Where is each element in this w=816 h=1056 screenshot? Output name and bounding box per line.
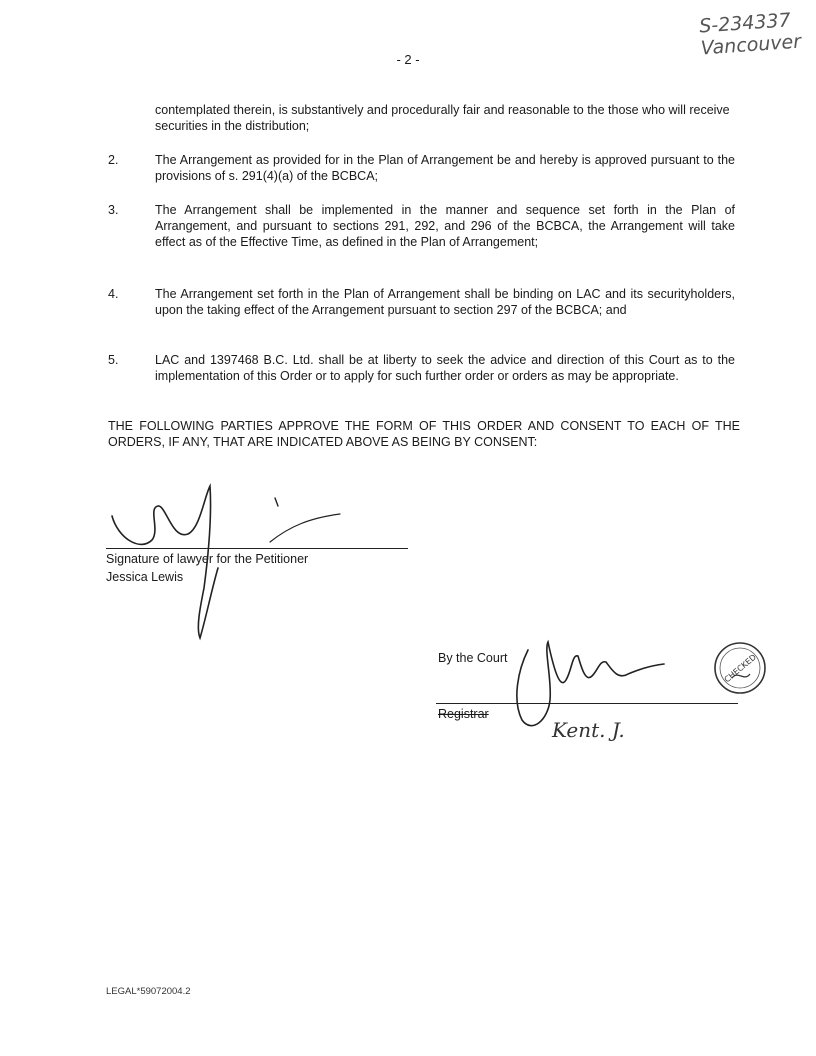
item-number-5: 5. <box>108 353 119 367</box>
item-number-3: 3. <box>108 203 119 217</box>
handwritten-registry: Vancouver <box>700 30 802 60</box>
svg-text:CHECKED: CHECKED <box>722 652 759 685</box>
registrar-label: Registrar <box>438 707 489 721</box>
lawyer-signature-label: Signature of lawyer for the Petitioner <box>106 552 309 566</box>
lawyer-signature-line <box>106 548 408 549</box>
lawyer-name: Jessica Lewis <box>106 570 184 584</box>
checked-stamp-icon <box>712 640 768 696</box>
item-text-4: The Arrangement set forth in the Plan of Arrangement shall be binding on LAC and its securityholders, upon the taking effect of the Arrangement pursuant to section 297 of the BCBCA; and <box>155 287 735 317</box>
continuation-paragraph: contemplated therein, is substantively and procedurally fair and reasonable to the those who will receive securities in the distribution; <box>155 103 730 133</box>
item-number-4: 4. <box>108 287 119 301</box>
checked-stamp <box>712 640 768 696</box>
item-number-2: 2. <box>108 153 119 167</box>
consent-statement: THE FOLLOWING PARTIES APPROVE THE FORM OF THIS ORDER AND CONSENT TO EACH OF THE ORDERS, IF ANY, THAT ARE INDICATED ABOVE AS BEING BY CONSENT: <box>108 419 740 449</box>
handwritten-file-no: S-234337 <box>698 9 792 38</box>
judge-handwritten-name: Kent. J. <box>552 718 625 742</box>
item-text-2: The Arrangement as provided for in the Plan of Arrangement be and hereby is approved pursuant to the provisions of s. 291(4)(a) of the BCBCA; <box>155 153 735 183</box>
registrar-signature-line <box>436 703 738 704</box>
by-the-court-label: By the Court <box>438 651 508 665</box>
page-number: - 2 - <box>396 52 420 67</box>
item-text-5: LAC and 1397468 B.C. Ltd. shall be at liberty to seek the advice and direction of this Court as to the implementation of this Order or to apply for such further order or orders as may be appropriate. <box>155 353 735 383</box>
document-id-footer: LEGAL*59072004.2 <box>106 986 191 997</box>
item-text-3: The Arrangement shall be implemented in the manner and sequence set forth in the Plan of Arrangement, and pursuant to sections 291, 292, and 296 of the BCBCA, the Arrangement will take effect as of the Effective Time, as defined in the Plan of Arrangement; <box>155 203 735 249</box>
